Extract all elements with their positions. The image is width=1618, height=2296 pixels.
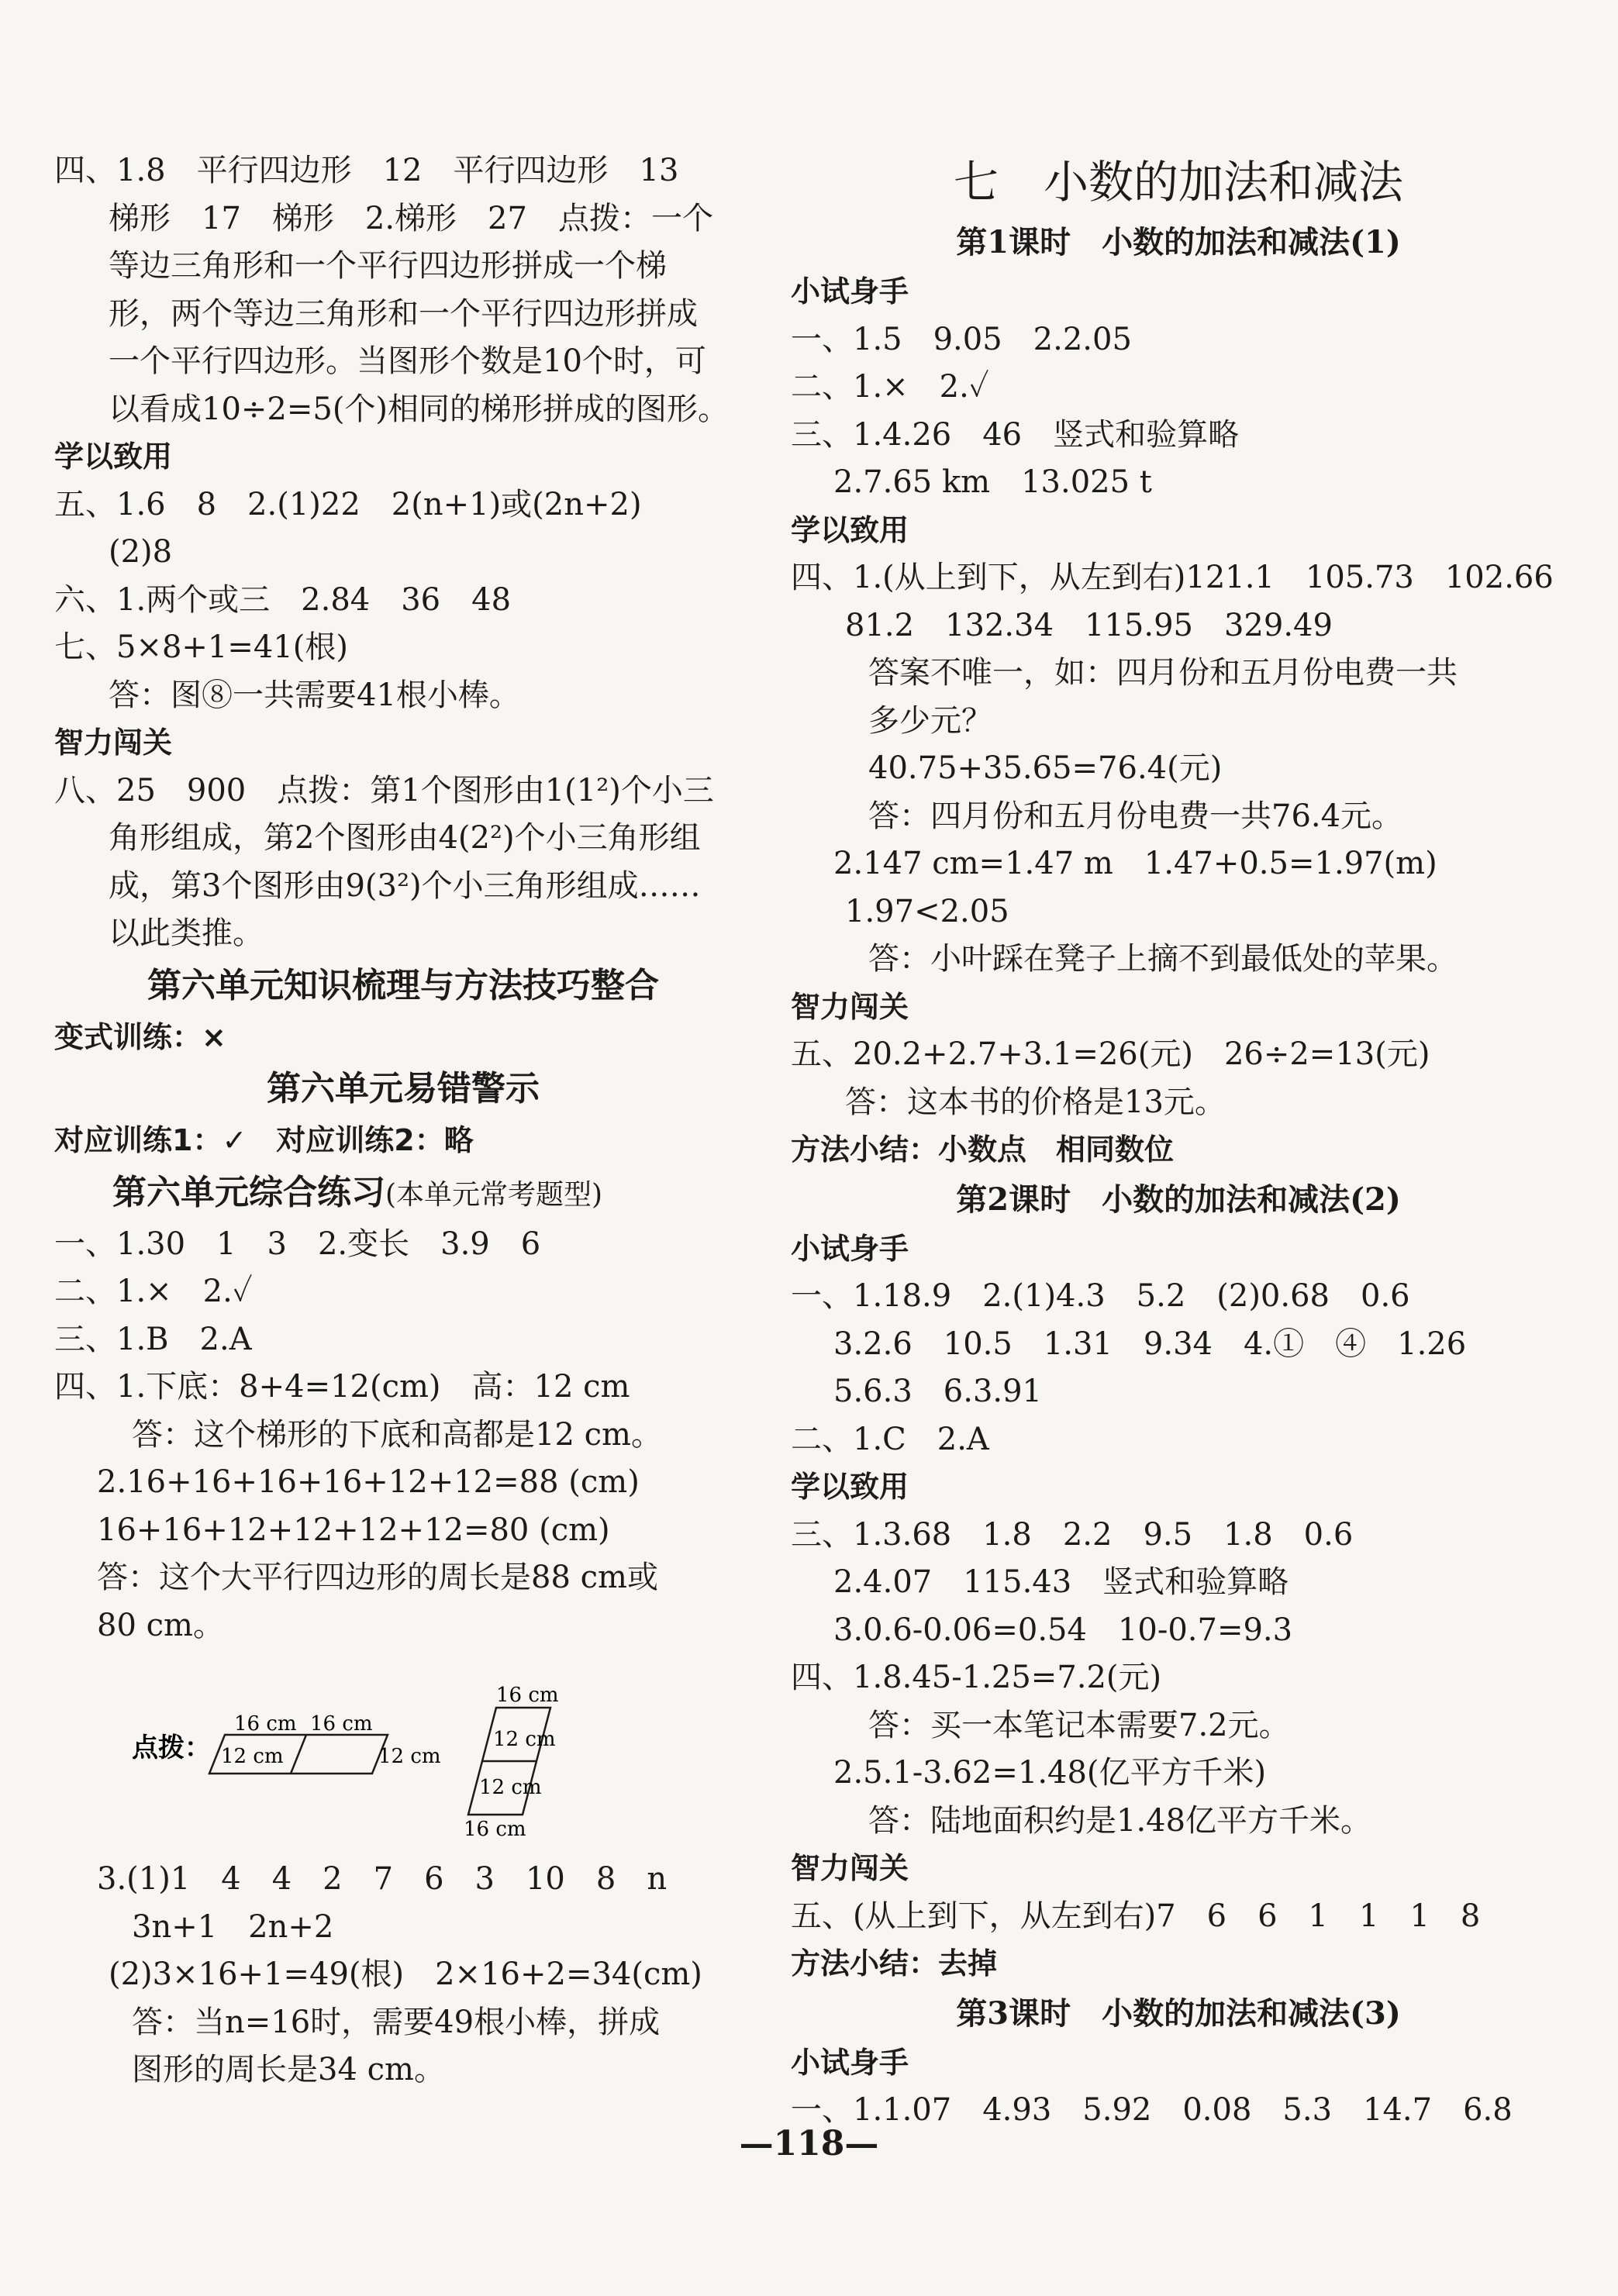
line-text: 答：买一本笔记本需要7.2元。 — [868, 1707, 1290, 1743]
answer-line — [54, 291, 752, 339]
line-text: 变式训练：× — [54, 1019, 226, 1054]
subsection-label — [54, 1117, 752, 1165]
page-number: —118— — [739, 2124, 879, 2163]
line-text: 图形的周长是34 cm。 — [132, 2052, 445, 2087]
line-text: 等边三角形和一个平行四边形拼成一个梯 — [109, 248, 667, 284]
label-b-inner1: 12 cm — [493, 1728, 556, 1751]
line-text: (2)3×16+1=49(根) 2×16+2=34(cm) — [109, 1956, 702, 1992]
answer-line — [54, 386, 752, 434]
section-heading — [54, 1165, 752, 1221]
section-heading — [54, 958, 752, 1014]
line-text: 2.147 cm=1.47 m 1.47+0.5=1.97(m) — [833, 846, 1437, 881]
line-text: 小试身手 — [791, 2045, 909, 2080]
answer-line — [54, 147, 752, 195]
line-text: 学以致用 — [791, 1470, 909, 1504]
answer-line — [54, 1459, 752, 1507]
answer-line — [54, 1316, 752, 1364]
hint-figure — [54, 1657, 752, 1851]
answer-line — [54, 1507, 752, 1555]
line-text: 第1课时 小数的加法和减法(1) — [956, 224, 1401, 260]
answer-line — [791, 1750, 1566, 1798]
label-a-inner: 12 cm — [221, 1745, 284, 1768]
subsection-label — [791, 1126, 1566, 1174]
section-heading — [791, 147, 1566, 217]
subsection-label — [54, 1014, 752, 1062]
answer-line — [791, 1559, 1566, 1607]
line-text: 二、1.C 2.A — [791, 1421, 989, 1457]
line-text: 答：这本书的价格是13元。 — [845, 1084, 1226, 1120]
line-text: 第六单元综合练习 — [112, 1172, 385, 1212]
line-text: 第3课时 小数的加法和减法(3) — [956, 1994, 1401, 2032]
line-text: 四、1.下底：8+4=12(cm) 高：12 cm — [54, 1369, 630, 1405]
answer-line — [791, 412, 1566, 460]
answer-line — [791, 1079, 1566, 1127]
answer-line — [791, 1654, 1566, 1702]
line-text: 二、1.× 2.✓ — [54, 1274, 253, 1309]
answer-line — [54, 243, 752, 291]
line-text: 81.2 132.34 115.95 329.49 — [845, 607, 1333, 643]
answer-line — [791, 1512, 1566, 1560]
answer-line — [54, 672, 752, 720]
answer-line — [54, 1856, 752, 1904]
answer-line — [791, 698, 1566, 746]
answer-line — [54, 1602, 752, 1650]
answer-line — [791, 1607, 1566, 1655]
answer-line — [791, 936, 1566, 984]
answer-line — [54, 1412, 752, 1460]
line-text: 智力闯关 — [791, 989, 909, 1024]
label-b-bottom: 16 cm — [464, 1818, 526, 1841]
line-text: 答：这个梯形的下底和高都是12 cm。 — [132, 1416, 662, 1453]
line-text: 方法小结：小数点 相同数位 — [791, 1132, 1175, 1167]
line-text: 以此类推。 — [109, 915, 264, 951]
section-heading — [54, 1061, 752, 1117]
line-text: 形，两个等边三角形和一个平行四边形拼成 — [109, 295, 698, 332]
line-text: 五、(从上到下，从左到右)7 6 6 1 1 1 8 — [791, 1898, 1481, 1934]
line-text: 四、1.8.45-1.25=7.2(元) — [791, 1660, 1162, 1695]
line-text: 答：当n=16时，需要49根小棒，拼成 — [132, 2004, 661, 2040]
line-text: 五、1.6 8 2.(1)22 2(n+1)或(2n+2) — [54, 486, 642, 522]
line-text: 40.75+35.65=76.4(元) — [868, 750, 1223, 786]
answer-line — [54, 863, 752, 911]
line-text: 八、25 900 点拨：第1个图形由1(1²)个小三 — [54, 772, 714, 808]
hint-label: 点拨： — [132, 1732, 211, 1763]
line-text: 答：陆地面积约是1.48亿平方千米。 — [868, 1802, 1372, 1839]
answer-line — [54, 1268, 752, 1316]
answer-line — [791, 1321, 1566, 1369]
answer-line — [791, 1702, 1566, 1750]
answer-line — [54, 1363, 752, 1412]
answer-line — [54, 910, 752, 958]
answer-line — [54, 815, 752, 863]
answer-line — [54, 1904, 752, 1952]
line-text: 一、1.30 1 3 2.变长 3.9 6 — [54, 1226, 541, 1262]
label-b-inner2: 12 cm — [479, 1776, 542, 1799]
answer-line — [791, 602, 1566, 650]
line-text: 3n+1 2n+2 — [132, 1908, 334, 1945]
line-text: 方法小结：去掉 — [791, 1946, 998, 1981]
answer-line — [791, 888, 1566, 936]
line-text: 一、1.18.9 2.(1)4.3 5.2 (2)0.68 0.6 — [791, 1278, 1410, 1314]
parallelogram-figures — [54, 1657, 752, 1851]
right-column — [791, 147, 1566, 2135]
line-text: 答：图⑧一共需要41根小棒。 — [109, 677, 520, 713]
line-text: 三、1.4.26 46 竖式和验算略 — [791, 416, 1240, 453]
answer-line — [54, 195, 752, 243]
left-column — [54, 147, 752, 2094]
line-text: 答：小叶踩在凳子上摘不到最低处的苹果。 — [868, 941, 1458, 977]
line-text: 第六单元知识梳理与方法技巧整合 — [147, 965, 659, 1005]
line-text: 三、1.3.68 1.8 2.2 9.5 1.8 0.6 — [791, 1516, 1354, 1553]
label-a-top1: 16 cm — [234, 1712, 297, 1736]
label-a-side: 12 cm — [378, 1745, 441, 1768]
line-text: 六、1.两个或三 2.84 36 48 — [54, 581, 512, 618]
line-text: 答：这个大平行四边形的周长是88 cm或 — [97, 1560, 658, 1595]
line-text: 2.7.65 km 13.025 t — [833, 464, 1152, 500]
line-text: 四、1.8 平行四边形 12 平行四边形 13 — [54, 153, 679, 188]
subsection-label — [54, 719, 752, 767]
line-text: 小试身手 — [791, 1231, 909, 1266]
subsection-label — [791, 1463, 1566, 1512]
line-text: 三、1.B 2.A — [54, 1321, 252, 1357]
line-text: 2.16+16+16+16+12+12=88 (cm) — [97, 1464, 640, 1500]
line-text: 答案不唯一，如：四月份和五月份电费一共 — [868, 655, 1458, 691]
answer-line — [791, 1798, 1566, 1846]
label-a-top2: 16 cm — [310, 1712, 373, 1736]
line-text: 1.97<2.05 — [845, 893, 1009, 929]
line-text: 2.4.07 115.43 竖式和验算略 — [833, 1564, 1289, 1600]
line-text: 梯形 17 梯形 2.梯形 27 点拨：一个 — [109, 200, 713, 236]
line-text: 二、1.× 2.✓ — [791, 369, 989, 405]
line-text: (2)8 — [109, 534, 173, 570]
line-text: 80 cm。 — [97, 1607, 224, 1643]
line-text: 学以致用 — [54, 440, 173, 474]
answer-line — [54, 1554, 752, 1602]
subsection-label — [54, 433, 752, 481]
line-text: 一个平行四边形。当图形个数是10个时，可 — [109, 343, 706, 379]
line-text: 2.5.1-3.62=1.48(亿平方千米) — [833, 1755, 1267, 1791]
line-text: 五、20.2+2.7+3.1=26(元) 26÷2=13(元) — [791, 1036, 1430, 1072]
answer-line — [791, 793, 1566, 841]
section-heading — [791, 1174, 1566, 1226]
line-text: 小试身手 — [791, 274, 909, 309]
answer-line — [791, 1273, 1566, 1321]
line-text: 3.(1)1 4 4 2 7 6 3 10 8 n — [97, 1861, 668, 1897]
answer-line — [54, 1221, 752, 1269]
answer-line — [54, 767, 752, 815]
answer-line — [791, 650, 1566, 698]
subsection-label — [791, 507, 1566, 555]
line-text: 3.2.6 10.5 1.31 9.34 4.① ④ 1.26 — [833, 1326, 1467, 1362]
line-text: 角形组成，第2个图形由4(2²)个小三角形组 — [109, 820, 701, 856]
line-text: 答：四月份和五月份电费一共76.4元。 — [868, 798, 1403, 834]
section-heading — [791, 1988, 1566, 2039]
heading-note: (本单元常考题型) — [385, 1178, 603, 1211]
line-text: 一、1.1.07 4.93 5.92 0.08 5.3 14.7 6.8 — [791, 2092, 1513, 2128]
answer-line — [791, 316, 1566, 364]
answer-line — [54, 577, 752, 625]
line-text: 3.0.6-0.06=0.54 10-0.7=9.3 — [833, 1612, 1293, 1648]
subsection-label — [791, 984, 1566, 1032]
subsection-label — [791, 1226, 1566, 1274]
line-text: 智力闯关 — [791, 1851, 909, 1885]
line-text: 多少元？ — [868, 702, 992, 739]
answer-line — [791, 459, 1566, 507]
answer-line — [791, 1031, 1566, 1079]
answer-line — [54, 2046, 752, 2094]
label-b-top: 16 cm — [496, 1684, 559, 1707]
answer-line — [791, 745, 1566, 793]
answer-line — [54, 529, 752, 577]
line-text: 5.6.3 6.3.91 — [833, 1374, 1043, 1409]
line-text: 成，第3个图形由9(3²)个小三角形组成…… — [109, 867, 701, 904]
line-text: 一、1.5 9.05 2.2.05 — [791, 321, 1132, 357]
line-text: 第2课时 小数的加法和减法(2) — [956, 1181, 1401, 1218]
answer-line — [54, 1951, 752, 1999]
answer-line — [791, 1368, 1566, 1416]
line-text: 以看成10÷2=5(个)相同的梯形拼成的图形。 — [109, 391, 730, 427]
answer-line — [54, 1999, 752, 2047]
line-text: 对应训练1：✓ 对应训练2：略 — [54, 1123, 474, 1157]
subsection-label — [791, 2039, 1566, 2087]
answer-line — [791, 364, 1566, 412]
subsection-label — [791, 268, 1566, 316]
line-text: 第六单元易错警示 — [267, 1069, 540, 1108]
subsection-label — [791, 1940, 1566, 1988]
section-heading — [791, 217, 1566, 268]
subsection-label — [791, 1845, 1566, 1893]
answer-line — [54, 624, 752, 672]
answer-line — [791, 554, 1566, 602]
line-text: 学以致用 — [791, 512, 909, 547]
line-text: 七 小数的加法和减法 — [953, 156, 1403, 209]
line-text: 16+16+12+12+12+12=80 (cm) — [97, 1512, 610, 1548]
answer-line — [791, 840, 1566, 888]
answer-line — [54, 481, 752, 529]
answer-line — [54, 338, 752, 386]
line-text: 智力闯关 — [54, 726, 173, 760]
line-text: 四、1.(从上到下，从左到右)121.1 105.73 102.66 — [791, 560, 1554, 595]
answer-line — [791, 1416, 1566, 1464]
line-text: 七、5×8+1=41(根) — [54, 629, 349, 665]
answer-line — [791, 1893, 1566, 1941]
